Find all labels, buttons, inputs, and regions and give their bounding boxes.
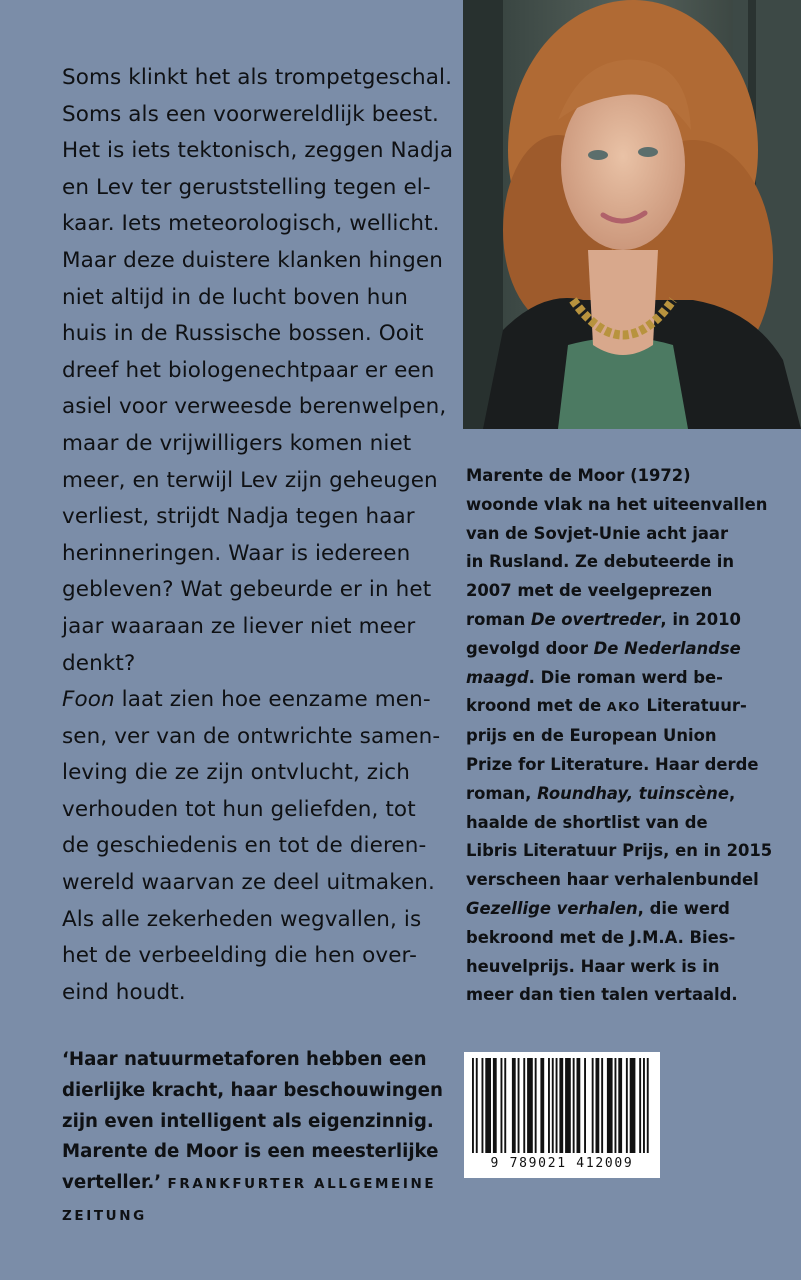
blurb-line: Soms klinkt het als trompetgeschal. xyxy=(62,65,453,90)
barcode-bar xyxy=(485,1058,491,1153)
blurb-line: meer, en terwijl Lev zijn geheugen xyxy=(62,467,438,493)
barcode-bar xyxy=(476,1058,478,1153)
bio-line: Marente de Moor (1972) xyxy=(466,466,691,485)
isbn-barcode xyxy=(464,1052,660,1178)
barcode-bar xyxy=(552,1058,554,1153)
blurb-line xyxy=(62,682,432,719)
bio-line: heuvelprijs. Haar werk is in xyxy=(466,956,720,976)
back-cover-blurb xyxy=(62,60,454,1011)
bio-text: kroond met de xyxy=(466,696,607,716)
quote-line: dierlijke kracht, haar beschouwingen xyxy=(62,1079,443,1101)
barcode-bar xyxy=(607,1058,613,1153)
bio-line: in Rusland. Ze debuteerde in xyxy=(466,552,735,572)
quote-source: ZEITUNG xyxy=(62,1207,147,1224)
bio-text: . Die roman werd be- xyxy=(528,667,723,687)
blurb-line: verliest, strijdt Nadja tegen haar xyxy=(62,504,415,530)
bio-text: Literatuur- xyxy=(640,696,747,716)
barcode-bar xyxy=(548,1058,550,1153)
barcode-bar xyxy=(584,1058,586,1153)
barcode-bar xyxy=(618,1058,622,1153)
blurb-line: asiel voor verweesde berenwelpen, xyxy=(62,394,447,420)
barcode-bar xyxy=(596,1058,600,1153)
bio-line: Libris Literatuur Prijs, en in 2015 xyxy=(466,841,773,861)
book-title-gezellige-verhalen: Gezellige verhalen xyxy=(466,898,638,918)
bio-line: bekroond met de J.M.A. Bies- xyxy=(466,927,736,947)
bio-line xyxy=(466,692,786,722)
barcode-bar xyxy=(630,1058,636,1153)
isbn-number: 9 789021 412009 xyxy=(490,1156,634,1171)
barcode-bar xyxy=(472,1058,474,1153)
blurb-line: leving die ze zijn ontvlucht, zich xyxy=(62,760,410,786)
barcode-bar xyxy=(647,1058,649,1153)
bio-line xyxy=(466,664,786,693)
book-title-maagd: maagd xyxy=(466,667,529,687)
quote-text: verteller.’ xyxy=(62,1172,168,1194)
barcode-bar xyxy=(535,1058,537,1153)
quote-line: ‘Haar natuurmetaforen hebben een xyxy=(62,1049,427,1070)
quote-line xyxy=(62,1168,442,1200)
barcode-bar xyxy=(577,1058,581,1153)
blurb-line: herinneringen. Waar is iedereen xyxy=(62,540,411,566)
blurb-line: kaar. Iets meteorologisch, wellicht. xyxy=(62,211,440,237)
barcode-bar xyxy=(573,1058,575,1153)
blurb-line: het de verbeelding die hen over- xyxy=(62,943,417,969)
barcode-bar xyxy=(482,1058,484,1153)
blurb-line: denkt? xyxy=(62,650,136,676)
barcode-bar xyxy=(639,1058,641,1153)
barcode-bar xyxy=(504,1058,506,1153)
barcode-bar xyxy=(626,1058,628,1153)
blurb-line: maar de vrijwilligers komen niet xyxy=(62,430,412,456)
barcode-bar xyxy=(518,1058,520,1153)
bio-line: haalde de shortlist van de xyxy=(466,812,708,832)
barcode-bar xyxy=(592,1058,594,1153)
bio-text: roman, xyxy=(466,783,538,803)
barcode-bar xyxy=(501,1058,503,1153)
bio-text: , die werd xyxy=(637,898,730,918)
bio-line xyxy=(466,635,786,664)
bio-line: prijs en de European Union xyxy=(466,726,717,746)
barcode-bar xyxy=(559,1058,563,1153)
press-quote xyxy=(62,1045,442,1232)
author-bio xyxy=(466,462,786,1010)
bio-line xyxy=(466,606,786,635)
blurb-line: Soms als een voorwereldlijk beest. xyxy=(62,101,439,127)
bio-text: gevolgd door xyxy=(466,638,594,658)
bio-line xyxy=(466,780,786,809)
barcode-bar xyxy=(565,1058,571,1153)
blurb-line: verhouden tot hun geliefden, tot xyxy=(62,796,416,822)
blurb-line: wereld waarvan ze deel uitmaken. xyxy=(62,870,435,896)
blurb-text: laat zien hoe eenzame men- xyxy=(114,687,431,713)
blurb-line: gebleven? Wat gebeurde er in het xyxy=(62,577,432,603)
blurb-line: huis in de Russische bossen. Ooit xyxy=(62,321,424,347)
book-title-foon: Foon xyxy=(62,687,115,713)
blurb-line: Het is iets tektonisch, zeggen Nadja xyxy=(62,138,454,164)
barcode-bar xyxy=(512,1058,516,1153)
blurb-line: Als alle zekerheden wegvallen, is xyxy=(62,906,422,932)
book-title-de-overtreder: De overtreder xyxy=(530,609,661,629)
bio-line: verscheen haar verhalenbundel xyxy=(466,870,759,890)
barcode-bar xyxy=(493,1058,497,1153)
barcode-bar xyxy=(643,1058,645,1153)
quote-line: zijn even intelligent als eigenzinnig. xyxy=(62,1110,434,1132)
ako-acronym: AKO xyxy=(606,699,641,715)
book-title-de-nederlandse-maagd: De Nederlandse xyxy=(593,638,741,658)
blurb-line: de geschiedenis en tot de dieren- xyxy=(62,833,427,859)
bio-line: Prize for Literature. Haar derde xyxy=(466,754,759,774)
bio-line: 2007 met de veelgeprezen xyxy=(466,581,713,601)
barcode-bar xyxy=(556,1058,558,1153)
barcode-bar xyxy=(615,1058,617,1153)
bio-line: van de Sovjet-Unie acht jaar xyxy=(466,523,729,543)
bio-line: meer dan tien talen vertaald. xyxy=(466,985,738,1005)
blurb-line: dreef het biologenechtpaar er een xyxy=(62,357,435,383)
blurb-line: sen, ver van de ontwrichte samen- xyxy=(62,723,441,749)
bio-line xyxy=(466,895,786,924)
blurb-line: en Lev ter geruststelling tegen el- xyxy=(62,174,431,200)
quote-source: FRANKFURTER ALLGEMEINE xyxy=(167,1176,437,1193)
blurb-line: Maar deze duistere klanken hingen xyxy=(62,247,443,273)
quote-line: Marente de Moor is een meesterlijke xyxy=(62,1141,439,1163)
blurb-line: eind houdt. xyxy=(62,979,186,1005)
barcode-bar xyxy=(527,1058,533,1153)
quote-line xyxy=(62,1200,442,1232)
blurb-line: niet altijd in de lucht boven hun xyxy=(62,284,408,310)
author-photo xyxy=(463,0,801,429)
book-title-roundhay: Roundhay, tuinscène xyxy=(537,783,729,803)
barcode-bar xyxy=(601,1058,603,1153)
blurb-line: jaar waaraan ze liever niet meer xyxy=(62,613,416,639)
bio-line: woonde vlak na het uiteenvallen xyxy=(466,494,768,514)
barcode-bar xyxy=(540,1058,544,1153)
barcode-bar xyxy=(523,1058,525,1153)
bio-text: , in 2010 xyxy=(660,609,741,629)
bio-text: , xyxy=(728,783,736,803)
bio-text: roman xyxy=(466,609,531,629)
